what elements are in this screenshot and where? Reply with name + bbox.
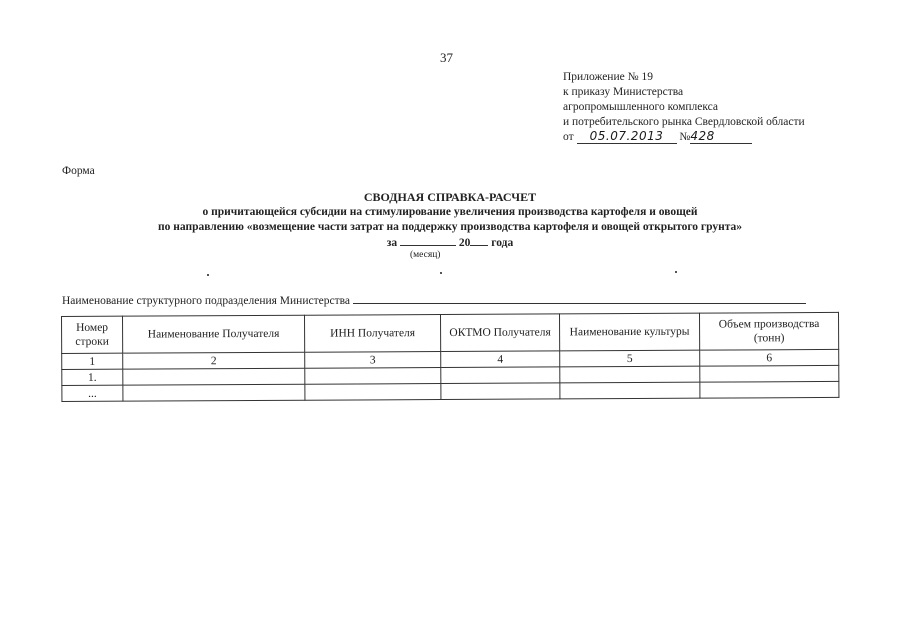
column-number: 3 xyxy=(305,352,441,369)
appendix-line-2: к приказу Министерства xyxy=(563,86,684,98)
period-year-suffix: года xyxy=(491,237,514,249)
title-subtitle-1: о причитающейся субсидии на стимулирование увеличения производства картофеля и овощей xyxy=(202,206,698,218)
column-number: 5 xyxy=(560,350,700,367)
year-blank xyxy=(470,235,488,246)
header-crop-name: Наименование культуры xyxy=(559,313,699,351)
scan-speck xyxy=(440,272,442,274)
table-cell xyxy=(305,384,441,401)
table-cell xyxy=(700,365,839,382)
table-cell xyxy=(700,381,839,398)
column-number: 6 xyxy=(700,349,839,366)
column-number: 1 xyxy=(62,353,123,369)
period-prefix: за xyxy=(386,237,398,249)
division-field xyxy=(62,294,806,307)
handwritten-date: 05.07.2013 xyxy=(589,129,664,143)
division-label: Наименование структурного подразделения Министерства xyxy=(62,295,350,307)
scan-speck xyxy=(675,271,677,273)
number-label: № xyxy=(679,131,691,143)
period-line xyxy=(60,235,840,251)
scan-speck xyxy=(207,274,209,276)
header-production-volume: Объем производства (тонн) xyxy=(699,312,838,350)
table-cell xyxy=(123,368,305,385)
order-date-number-line xyxy=(563,130,805,145)
appendix-line-3: агропромышленного комплекса xyxy=(563,101,719,113)
period-year-prefix: 20 xyxy=(458,237,471,249)
table-cell xyxy=(305,368,441,385)
table-cell xyxy=(441,383,560,400)
table-cell xyxy=(560,366,700,383)
page-number: 37 xyxy=(440,50,453,65)
handwritten-order-number: 428 xyxy=(690,129,715,143)
month-hint: (месяц) xyxy=(410,250,441,260)
from-label: от xyxy=(563,131,574,143)
title-subtitle-2: по направлению «возмещение части затрат на поддержку производства картофеля и овощей открытого грунта» xyxy=(157,221,743,233)
appendix-block xyxy=(563,70,805,145)
appendix-line-4: и потребительского рынка Свердловской области xyxy=(563,116,805,128)
header-inn: ИНН Получателя xyxy=(304,315,440,353)
table-cell: 1. xyxy=(62,369,123,385)
month-blank xyxy=(400,235,456,246)
table-cell xyxy=(441,367,560,384)
table-cell xyxy=(560,382,700,399)
summary-table xyxy=(61,312,839,402)
document-title: СВОДНАЯ СПРАВКА-РАСЧЕТ xyxy=(363,190,537,204)
column-number: 2 xyxy=(123,352,305,369)
column-number: 4 xyxy=(441,351,560,368)
appendix-line-1: Приложение № 19 xyxy=(563,71,653,83)
header-oktmo: ОКТМО Получателя xyxy=(440,314,559,352)
header-row-number: Номер строки xyxy=(62,316,123,353)
header-recipient-name: Наименование Получателя xyxy=(123,315,305,353)
table-cell xyxy=(123,384,305,401)
table-header-row xyxy=(62,312,839,353)
title-block xyxy=(60,190,840,251)
form-label: Форма xyxy=(62,165,95,177)
division-blank-line xyxy=(353,294,806,304)
table-cell: ... xyxy=(62,385,123,401)
table-row xyxy=(62,381,839,401)
